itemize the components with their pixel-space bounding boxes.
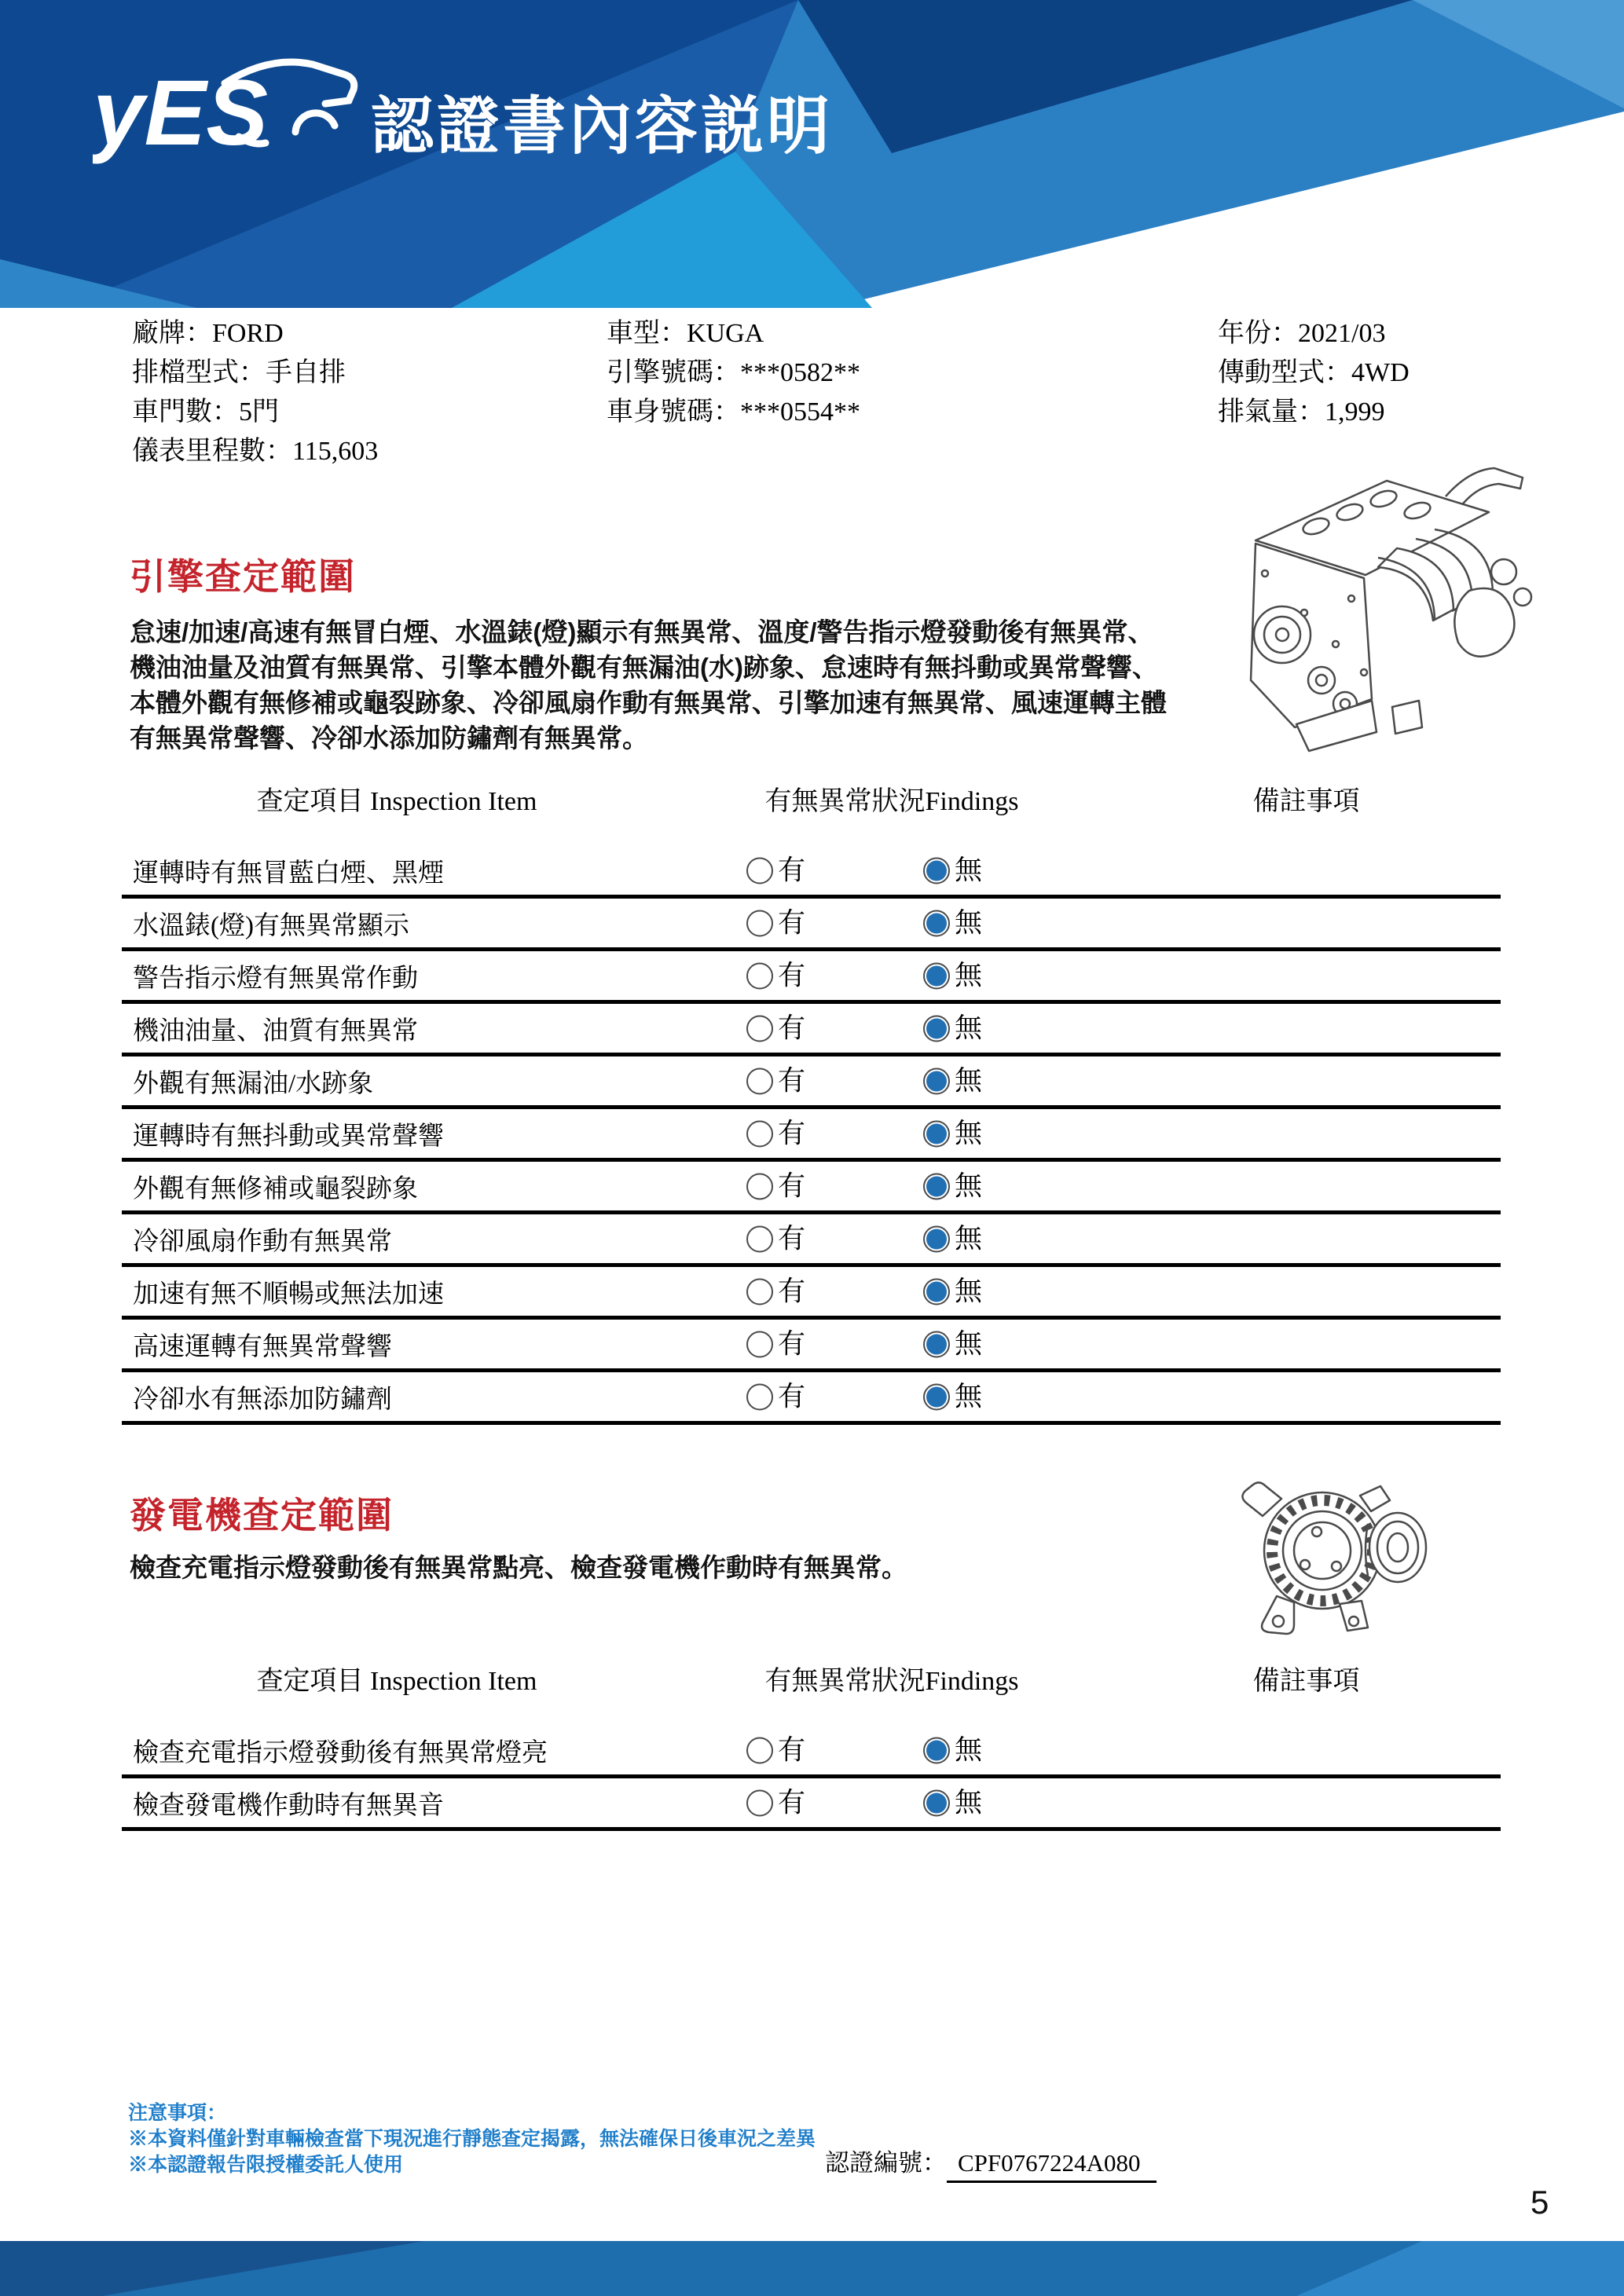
description-line: 怠速/加速/高速有無冒白煙、水溫錶(燈)顯示有無異常、溫度/警告指示燈發動後有無異常、 (130, 617, 1154, 646)
vehicle-info-line: 傳動型式：4WD (1218, 358, 1410, 387)
finding-option-no[interactable] (923, 1383, 982, 1411)
table-row (122, 1162, 1501, 1214)
finding-option-no[interactable] (923, 1278, 982, 1305)
vehicle-info-column-3 (1218, 314, 1410, 432)
inspection-item-label: 高速運轉有無異常聲響 (133, 1332, 392, 1361)
engine-table-body (122, 846, 1501, 1425)
finding-option-yes[interactable] (746, 1225, 805, 1253)
radio-no-label: 無 (955, 855, 983, 886)
radio-yes[interactable] (746, 910, 773, 936)
radio-yes[interactable] (746, 1015, 773, 1042)
radio-no[interactable] (923, 910, 950, 936)
finding-option-no[interactable] (923, 1170, 983, 1202)
finding-option-yes[interactable] (746, 1015, 805, 1042)
radio-yes[interactable] (746, 1225, 773, 1252)
table-row (122, 899, 1501, 951)
radio-yes[interactable] (746, 1067, 773, 1094)
finding-option-yes[interactable] (746, 907, 806, 939)
vehicle-info-line: 車身號碼：***0554** (607, 397, 860, 427)
radio-yes-label: 有 (778, 907, 806, 939)
header-inspection-item: 查定項目 Inspection Item (256, 1667, 537, 1696)
inspection-item-label: 外觀有無修補或龜裂跡象 (133, 1174, 418, 1203)
finding-option-no[interactable] (923, 1067, 982, 1095)
radio-yes[interactable] (746, 962, 773, 989)
radio-no-label: 無 (955, 960, 983, 991)
page-header (0, 0, 1624, 308)
note-line: ※本資料僅針對車輛檢查當下現況進行靜態查定揭露，無法確保日後車況之差異 (128, 2128, 816, 2150)
finding-option-yes[interactable] (746, 1120, 805, 1148)
notes-list (128, 2126, 816, 2178)
inspection-item-label: 加速有無不順暢或無法加速 (133, 1280, 444, 1309)
radio-no-label: 無 (955, 907, 983, 939)
finding-option-no[interactable] (923, 1120, 982, 1148)
engine-section-description (130, 614, 1167, 756)
table-row (122, 1004, 1501, 1056)
radio-yes-label: 有 (778, 960, 806, 991)
finding-option-yes[interactable] (746, 857, 805, 884)
radio-yes-label: 有 (778, 1328, 806, 1360)
finding-option-yes[interactable] (746, 1734, 806, 1766)
vehicle-info-line: 儀表里程數：115,603 (132, 437, 379, 466)
radio-no[interactable] (923, 1067, 950, 1094)
header-findings: 有無異常狀況Findings (764, 787, 1019, 816)
engine-inspection-table (122, 779, 1501, 1425)
finding-option-yes[interactable] (746, 1067, 805, 1095)
table-row (122, 951, 1501, 1004)
radio-no[interactable] (923, 857, 950, 884)
finding-option-no[interactable] (923, 1789, 982, 1817)
radio-no[interactable] (923, 1383, 950, 1410)
radio-yes[interactable] (746, 1278, 773, 1305)
radio-yes[interactable] (746, 1173, 773, 1199)
radio-yes-label: 有 (778, 1381, 806, 1412)
inspection-item-label: 水溫錶(燈)有無異常顯示 (133, 911, 409, 940)
table-row (122, 846, 1501, 899)
generator-inspection-table (122, 1659, 1501, 1831)
finding-option-yes[interactable] (746, 1789, 805, 1817)
radio-no[interactable] (923, 1737, 950, 1763)
vehicle-info-line: 年份：2021/03 (1218, 319, 1386, 348)
vehicle-info-line: 排氣量：1,999 (1218, 397, 1385, 427)
inspection-item-label: 外觀有無漏油/水跡象 (133, 1069, 374, 1098)
radio-no-label: 無 (955, 1734, 983, 1766)
certificate-number-value: CPF0767224A080 (947, 2149, 1157, 2183)
radio-no-label: 無 (955, 1328, 983, 1360)
radio-yes-label: 有 (778, 1734, 806, 1766)
finding-option-no[interactable] (923, 907, 983, 939)
finding-option-yes[interactable] (746, 1170, 806, 1202)
inspection-item-label: 冷卻水有無添加防鏽劑 (133, 1385, 392, 1414)
notes-title: 注意事項： (128, 2102, 227, 2124)
finding-option-no[interactable] (923, 1328, 983, 1360)
radio-yes-label: 有 (778, 1118, 806, 1149)
note-line: ※本認證報告限授權委託人使用 (128, 2154, 404, 2176)
radio-yes[interactable] (746, 1789, 773, 1816)
radio-no-label: 無 (955, 1276, 983, 1307)
vehicle-info-column-2 (607, 314, 860, 432)
table-header-row (122, 1659, 1501, 1726)
table-row (122, 1109, 1501, 1162)
engine-section-title: 引擎查定範圍 (130, 556, 356, 597)
radio-no-label: 無 (955, 1787, 983, 1818)
radio-no[interactable] (923, 1789, 950, 1816)
yes-logo (93, 52, 383, 170)
table-row (122, 1320, 1501, 1372)
radio-no[interactable] (923, 1331, 950, 1357)
vehicle-info-line: 車門數：5門 (132, 397, 279, 427)
radio-no[interactable] (923, 1278, 950, 1305)
table-row (122, 1056, 1501, 1109)
table-row (122, 1214, 1501, 1267)
radio-no-label: 無 (955, 1381, 983, 1412)
inspection-item-label: 檢查充電指示燈發動後有無異常燈亮 (133, 1738, 548, 1767)
inspection-item-label: 冷卻風扇作動有無異常 (133, 1227, 392, 1256)
radio-no-label: 無 (955, 1065, 983, 1097)
table-row (122, 1778, 1501, 1831)
finding-option-no[interactable] (923, 1734, 983, 1766)
table-header-row (122, 779, 1501, 846)
vehicle-info-line: 車型：KUGA (607, 319, 764, 348)
radio-no[interactable] (923, 1120, 950, 1147)
radio-yes-label: 有 (778, 1787, 806, 1818)
radio-yes[interactable] (746, 1383, 773, 1410)
radio-yes[interactable] (746, 1331, 773, 1357)
header-remarks: 備註事項 (1252, 1667, 1360, 1696)
vehicle-info-line: 排檔型式：手自排 (132, 358, 346, 387)
inspection-item-label: 機油油量、油質有無異常 (133, 1016, 418, 1045)
radio-no-label: 無 (955, 1118, 983, 1149)
radio-no[interactable] (923, 1173, 950, 1199)
radio-no-label: 無 (955, 1013, 983, 1044)
generator-table-body (122, 1726, 1501, 1831)
radio-yes-label: 有 (778, 1276, 806, 1307)
finding-option-yes[interactable] (746, 1328, 806, 1360)
inspection-item-label: 運轉時有無冒藍白煙、黑煙 (133, 859, 444, 888)
radio-yes-label: 有 (778, 1170, 806, 1202)
radio-yes[interactable] (746, 1120, 773, 1147)
table-row (122, 1726, 1501, 1778)
page-number: 5 (1531, 2184, 1549, 2221)
radio-no-label: 無 (955, 1223, 983, 1254)
finding-option-no[interactable] (923, 1225, 982, 1253)
finding-option-yes[interactable] (746, 1383, 805, 1411)
page-title: 認證書內容説明 (371, 91, 833, 161)
radio-yes[interactable] (746, 1737, 773, 1763)
radio-yes-label: 有 (778, 1013, 806, 1044)
radio-yes[interactable] (746, 857, 773, 884)
vehicle-info-column-1 (132, 314, 378, 471)
inspection-item-label: 運轉時有無抖動或異常聲響 (133, 1122, 444, 1151)
footer-bar (0, 2241, 1624, 2296)
logo-text: yES (93, 61, 269, 165)
header-remarks: 備註事項 (1252, 787, 1360, 816)
generator-section-title: 發電機查定範圍 (130, 1495, 394, 1536)
radio-yes-label: 有 (778, 1065, 806, 1097)
table-row (122, 1372, 1501, 1425)
description-line: 檢查充電指示燈發動後有無異常點亮、檢查發電機作動時有無異常。 (130, 1553, 907, 1582)
description-line: 本體外觀有無修補或龜裂跡象、冷卻風扇作動有無異常、引擎加速有無異常、風速運轉主體 (130, 688, 1167, 717)
radio-no[interactable] (923, 1225, 950, 1252)
generator-section-description (130, 1550, 907, 1585)
certificate-number-label: 認證編號： (825, 2149, 947, 2177)
radio-no-label: 無 (955, 1170, 983, 1202)
finding-option-no[interactable] (923, 857, 982, 884)
radio-yes-label: 有 (778, 855, 806, 886)
certificate-number-line (825, 2143, 1157, 2183)
radio-no[interactable] (923, 962, 950, 989)
engine-illustration (1210, 448, 1548, 758)
inspection-item-label: 檢查發電機作動時有無異音 (133, 1791, 444, 1820)
alternator-illustration (1222, 1467, 1450, 1648)
notes-block (128, 2100, 816, 2178)
finding-option-no[interactable] (923, 1015, 982, 1042)
header-inspection-item: 查定項目 Inspection Item (256, 787, 537, 816)
radio-yes-label: 有 (778, 1223, 806, 1254)
vehicle-info-line: 引擎號碼：***0582** (607, 358, 860, 387)
finding-option-yes[interactable] (746, 1278, 805, 1305)
finding-option-no[interactable] (923, 962, 982, 990)
radio-no[interactable] (923, 1015, 950, 1042)
description-line: 有無異常聲響、冷卻水添加防鏽劑有無異常。 (130, 723, 648, 753)
table-row (122, 1267, 1501, 1320)
vehicle-info-line: 廠牌：FORD (132, 319, 284, 348)
inspection-item-label: 警告指示燈有無異常作動 (133, 964, 418, 993)
description-line: 機油油量及油質有無異常、引擎本體外觀有無漏油(水)跡象、怠速時有無抖動或異常聲響、 (130, 653, 1158, 682)
finding-option-yes[interactable] (746, 962, 805, 990)
header-findings: 有無異常狀況Findings (764, 1667, 1019, 1696)
